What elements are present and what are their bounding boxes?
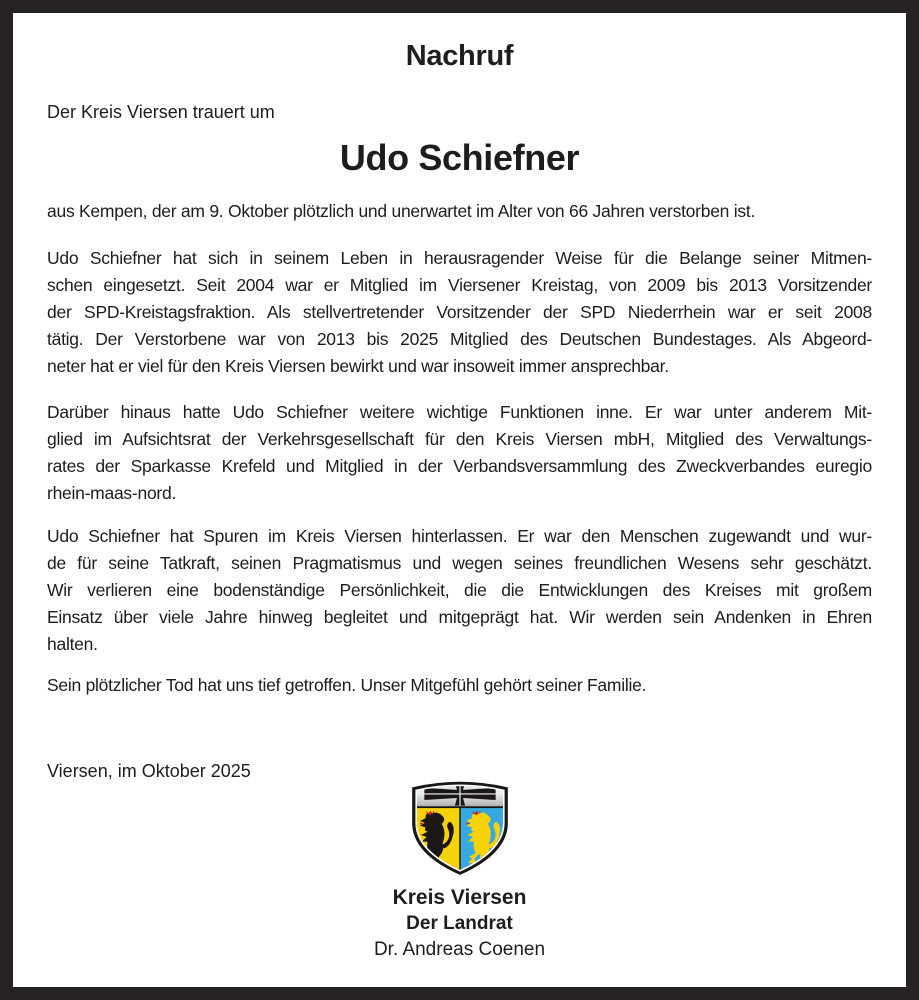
obituary-paragraph: [47, 399, 872, 507]
paragraph-line: Einsatz über viele Jahre hinweg begleitet und mitgeprägt hat. Wir werden sein Andenken in Ehren: [47, 607, 872, 627]
dateline: Viersen, im Oktober 2025: [47, 761, 251, 781]
paragraph-line: schen eingesetzt. Seit 2004 war er Mitglied im Viersener Kreistag, von 2009 bis 2013 Vorsitzender: [47, 275, 872, 295]
field-divider-vertical: [459, 808, 460, 878]
signature-person: Dr. Andreas Coenen: [373, 939, 546, 960]
cross-inlay-horizontal: [424, 793, 495, 794]
paragraph-line: aus Kempen, der am 9. Oktober plötzlich und unerwartet im Alter von 66 Jahren verstorben ist.: [47, 201, 756, 221]
paragraph-line: Sein plötzlicher Tod hat uns tief getroffen. Unser Mitgefühl gehört seiner Familie.: [47, 675, 647, 695]
signature-block: [47, 699, 872, 963]
closing-block: [47, 699, 872, 974]
kreis-viersen-crest: [404, 772, 516, 878]
paragraph-line: Udo Schiefner hat Spuren im Kreis Viersen hinterlassen. Er war den Menschen zugewandt und wur-: [47, 526, 872, 546]
paragraph-line: der SPD-Kreistagsfraktion. Als stellvertretender Vorsitzender der SPD Niederrhein war er seit 2008: [47, 302, 872, 322]
paragraph-line: rhein-maas-nord.: [47, 483, 177, 503]
paragraph-line: glied im Aufsichtsrat der Verkehrsgesellschaft für den Kreis Viersen mbH, Mitglied des Verwaltungs-: [47, 429, 872, 449]
paragraph-line: Wir verlieren eine bodenständige Persönlichkeit, die die Entwicklungen des Kreises mit großem: [47, 580, 872, 600]
paragraph-line: rates der Sparkasse Krefeld und Mitglied in der Verbandsversammlung des Zweckverbandes euregio: [47, 456, 872, 476]
obituary-paragraph: [47, 672, 872, 699]
paragraph-line: de für seine Tatkraft, seinen Pragmatismus und wegen seines freundlichen Wesens sehr geschätzt.: [47, 553, 872, 573]
obituary-paragraph: [47, 198, 872, 225]
obituary-title: Nachruf: [405, 40, 514, 72]
signature-organization: Kreis Viersen: [392, 886, 527, 909]
intro-line: Der Kreis Viersen trauert um: [47, 102, 275, 122]
signature-role: Der Landrat: [406, 913, 513, 934]
paragraph-line: halten.: [47, 634, 98, 654]
paragraph-line: neter hat er viel für den Kreis Viersen bewirkt und war insoweit immer ansprechbar.: [47, 356, 669, 376]
paragraph-line: Udo Schiefner hat sich in seinem Leben in herausragender Weise für die Belange seiner Mitmen-: [47, 248, 872, 268]
paragraph-line: Darüber hinaus hatte Udo Schiefner weitere wichtige Funktionen inne. Er war unter anderem Mit-: [47, 402, 872, 422]
deceased-name: Udo Schiefner: [339, 137, 580, 178]
paragraph-line: tätig. Der Verstorbene war von 2013 bis 2025 Mitglied des Deutschen Bundestages. Als Abgeord-: [47, 329, 872, 349]
obituary-paragraph: [47, 245, 872, 380]
obituary-paragraph: [47, 523, 872, 658]
